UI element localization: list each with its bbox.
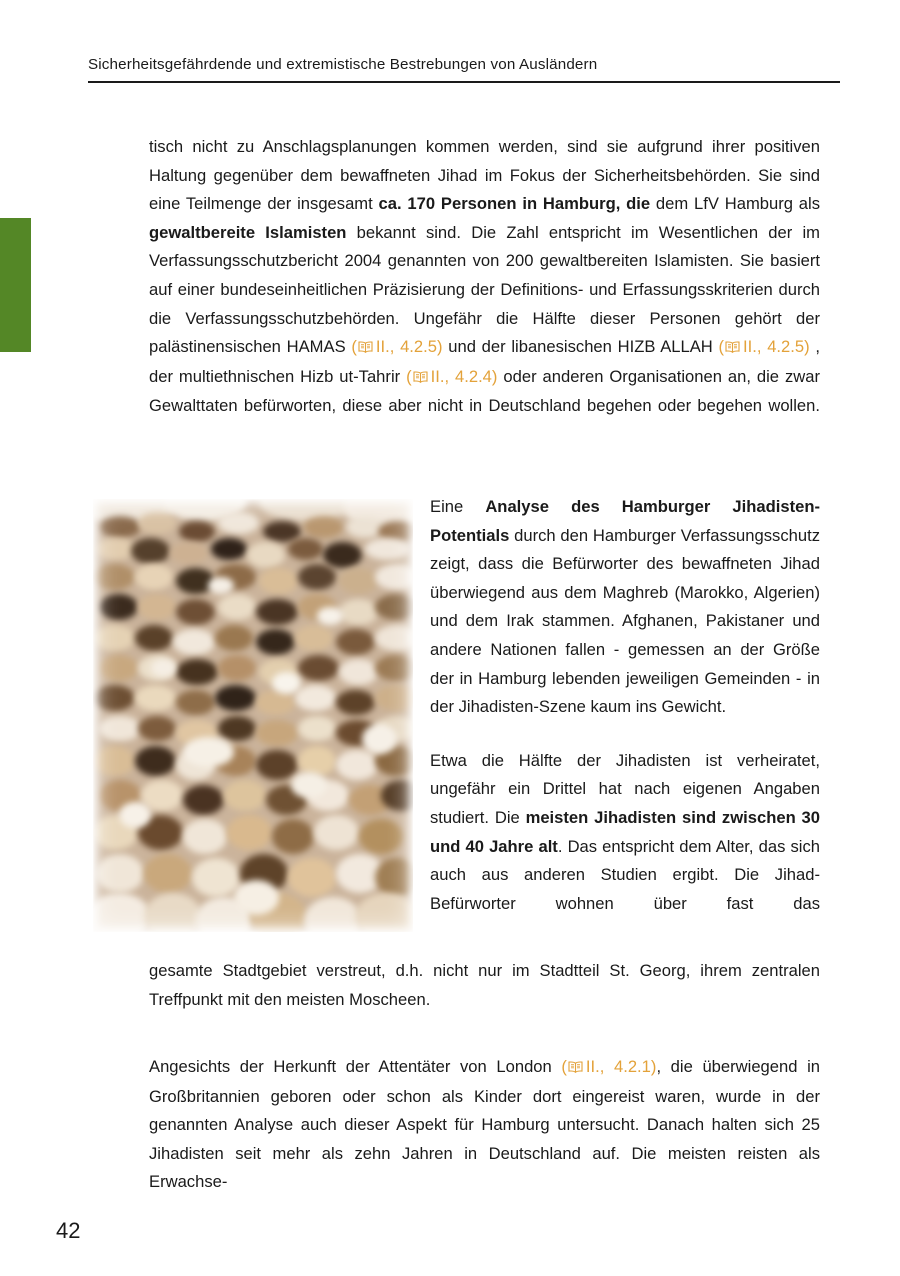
- paragraph-text: [149, 133, 820, 421]
- text-run: und der libanesischen HIZB ALLAH: [442, 337, 719, 357]
- cross-reference-hizb-allah[interactable]: ( II., 4.2.5): [719, 337, 810, 356]
- text-run: durch den Hamburger Verfassungsschutz zeigt, dass die Befürworter des bewaffneten Jihad überwiegend aus dem Maghreb (Marokko, Algerien) und dem Irak stammen. Afghanen, Pakistaner und andere Nationen fallen - gemessen an der Größe der in Hamburg lebenden jeweiligen Gemeinden - in der Jihadisten-Szene kaum ins Gewicht.: [430, 525, 820, 717]
- book-icon: [358, 334, 373, 363]
- text-run: tisch nicht zu Anschlagsplanungen kommen werden, sind sie aufgrund ihrer positiven Haltung gegenüber dem bewaffneten Jihad im Fokus der Sicherheitsbehörden. Sie sind eine Teilmenge der insgesamt: [149, 137, 820, 214]
- photo-content: [93, 499, 413, 932]
- cross-reference-label: II., 4.2.5: [375, 337, 437, 357]
- text-run-bold: meisten Jihadisten sind zwischen 30 und 40 Jahre alt: [430, 807, 820, 856]
- book-icon: [725, 334, 740, 363]
- paragraph-text: [430, 493, 820, 722]
- paragraph-text: [149, 957, 820, 1014]
- body-paragraph-2-3: [430, 493, 820, 918]
- text-run: Angesichts der Herkunft der Attentäter von London: [149, 1057, 562, 1076]
- cross-reference-label: II., 4.2.4: [430, 366, 492, 386]
- book-icon: [568, 1054, 583, 1083]
- book-icon: [413, 364, 428, 393]
- cross-reference-london[interactable]: ( II., 4.2.1): [561, 1057, 656, 1076]
- cross-reference-label: II., 4.2.1: [585, 1057, 651, 1076]
- text-run-bold: gewaltbereite Islamisten: [149, 222, 347, 242]
- body-paragraph-4: [149, 957, 820, 1014]
- text-run: oder anderen Organisationen an, die zwar Gewalttaten befürworten, diese aber nicht in Deutschland begehen oder begehen wollen.: [149, 366, 820, 416]
- running-header-text: Sicherheitsgefährdende und extremistische Bestrebungen von Ausländern: [88, 56, 598, 73]
- chapter-thumb-index-tab: [0, 218, 31, 352]
- body-paragraph-1: [149, 133, 820, 421]
- body-paragraph-5: [149, 1053, 820, 1197]
- text-run: , die überwiegend in Großbritannien geboren oder schon als Kinder dort eingereist waren, wurde in der genannten Analyse auch dieser Aspekt für Hamburg untersucht. Danach halten sich 25 Jihadisten seit mehr als zehn Jahren in Deutschland auf. Die meisten reisten als Erwachse-: [149, 1057, 821, 1192]
- text-run-bold: Analyse des Hamburger Jihadisten-Potentials: [430, 497, 820, 545]
- text-run-bold: ca. 170 Personen in Hamburg, die: [378, 194, 651, 214]
- text-run: dem LfV Hamburg als: [650, 194, 820, 214]
- text-run: gesamte Stadtgebiet verstreut, d.h. nicht nur im Stadtteil St. Georg, ihrem zentralen Treffpunkt mit den meisten Moscheen.: [149, 961, 820, 1009]
- cross-reference-hamas[interactable]: ( II., 4.2.5): [351, 337, 442, 356]
- text-run: , der multiethnischen Hizb ut-Tahrir: [149, 337, 820, 386]
- header-rule: [88, 81, 840, 83]
- paragraph-text: [149, 1053, 820, 1197]
- text-run: . Das entspricht dem Alter, das sich auch aus anderen Studien ergibt. Die Jihad-Befürworter wohnen über fast das: [430, 836, 820, 913]
- page-number: 42: [56, 1218, 81, 1243]
- page-running-header: [88, 56, 840, 83]
- paragraph-text: [430, 747, 820, 919]
- text-run: bekannt sind. Die Zahl entspricht im Wesentlichen der im Verfassungsschutzbericht 2004 genannten von 200 gewaltbereiten Islamisten. Sie basiert auf einer bundeseinheitlichen Präzisierung der Definitions- und Erfassungsskriterien durch die Verfassungsschutzbehörden. Ungefähr die Hälfte dieser Personen gehört der palästinensischen HAMAS: [149, 222, 821, 357]
- crowd-photograph: [93, 499, 413, 932]
- cross-reference-hizb-ut-tahrir[interactable]: ( II., 4.2.4): [406, 367, 497, 386]
- cross-reference-label: II., 4.2.5: [743, 337, 805, 357]
- text-run: Eine: [430, 497, 486, 516]
- text-run: Etwa die Hälfte der Jihadisten ist verheiratet, ungefähr ein Drittel hat nach eigenen Angaben studiert. Die: [430, 750, 820, 827]
